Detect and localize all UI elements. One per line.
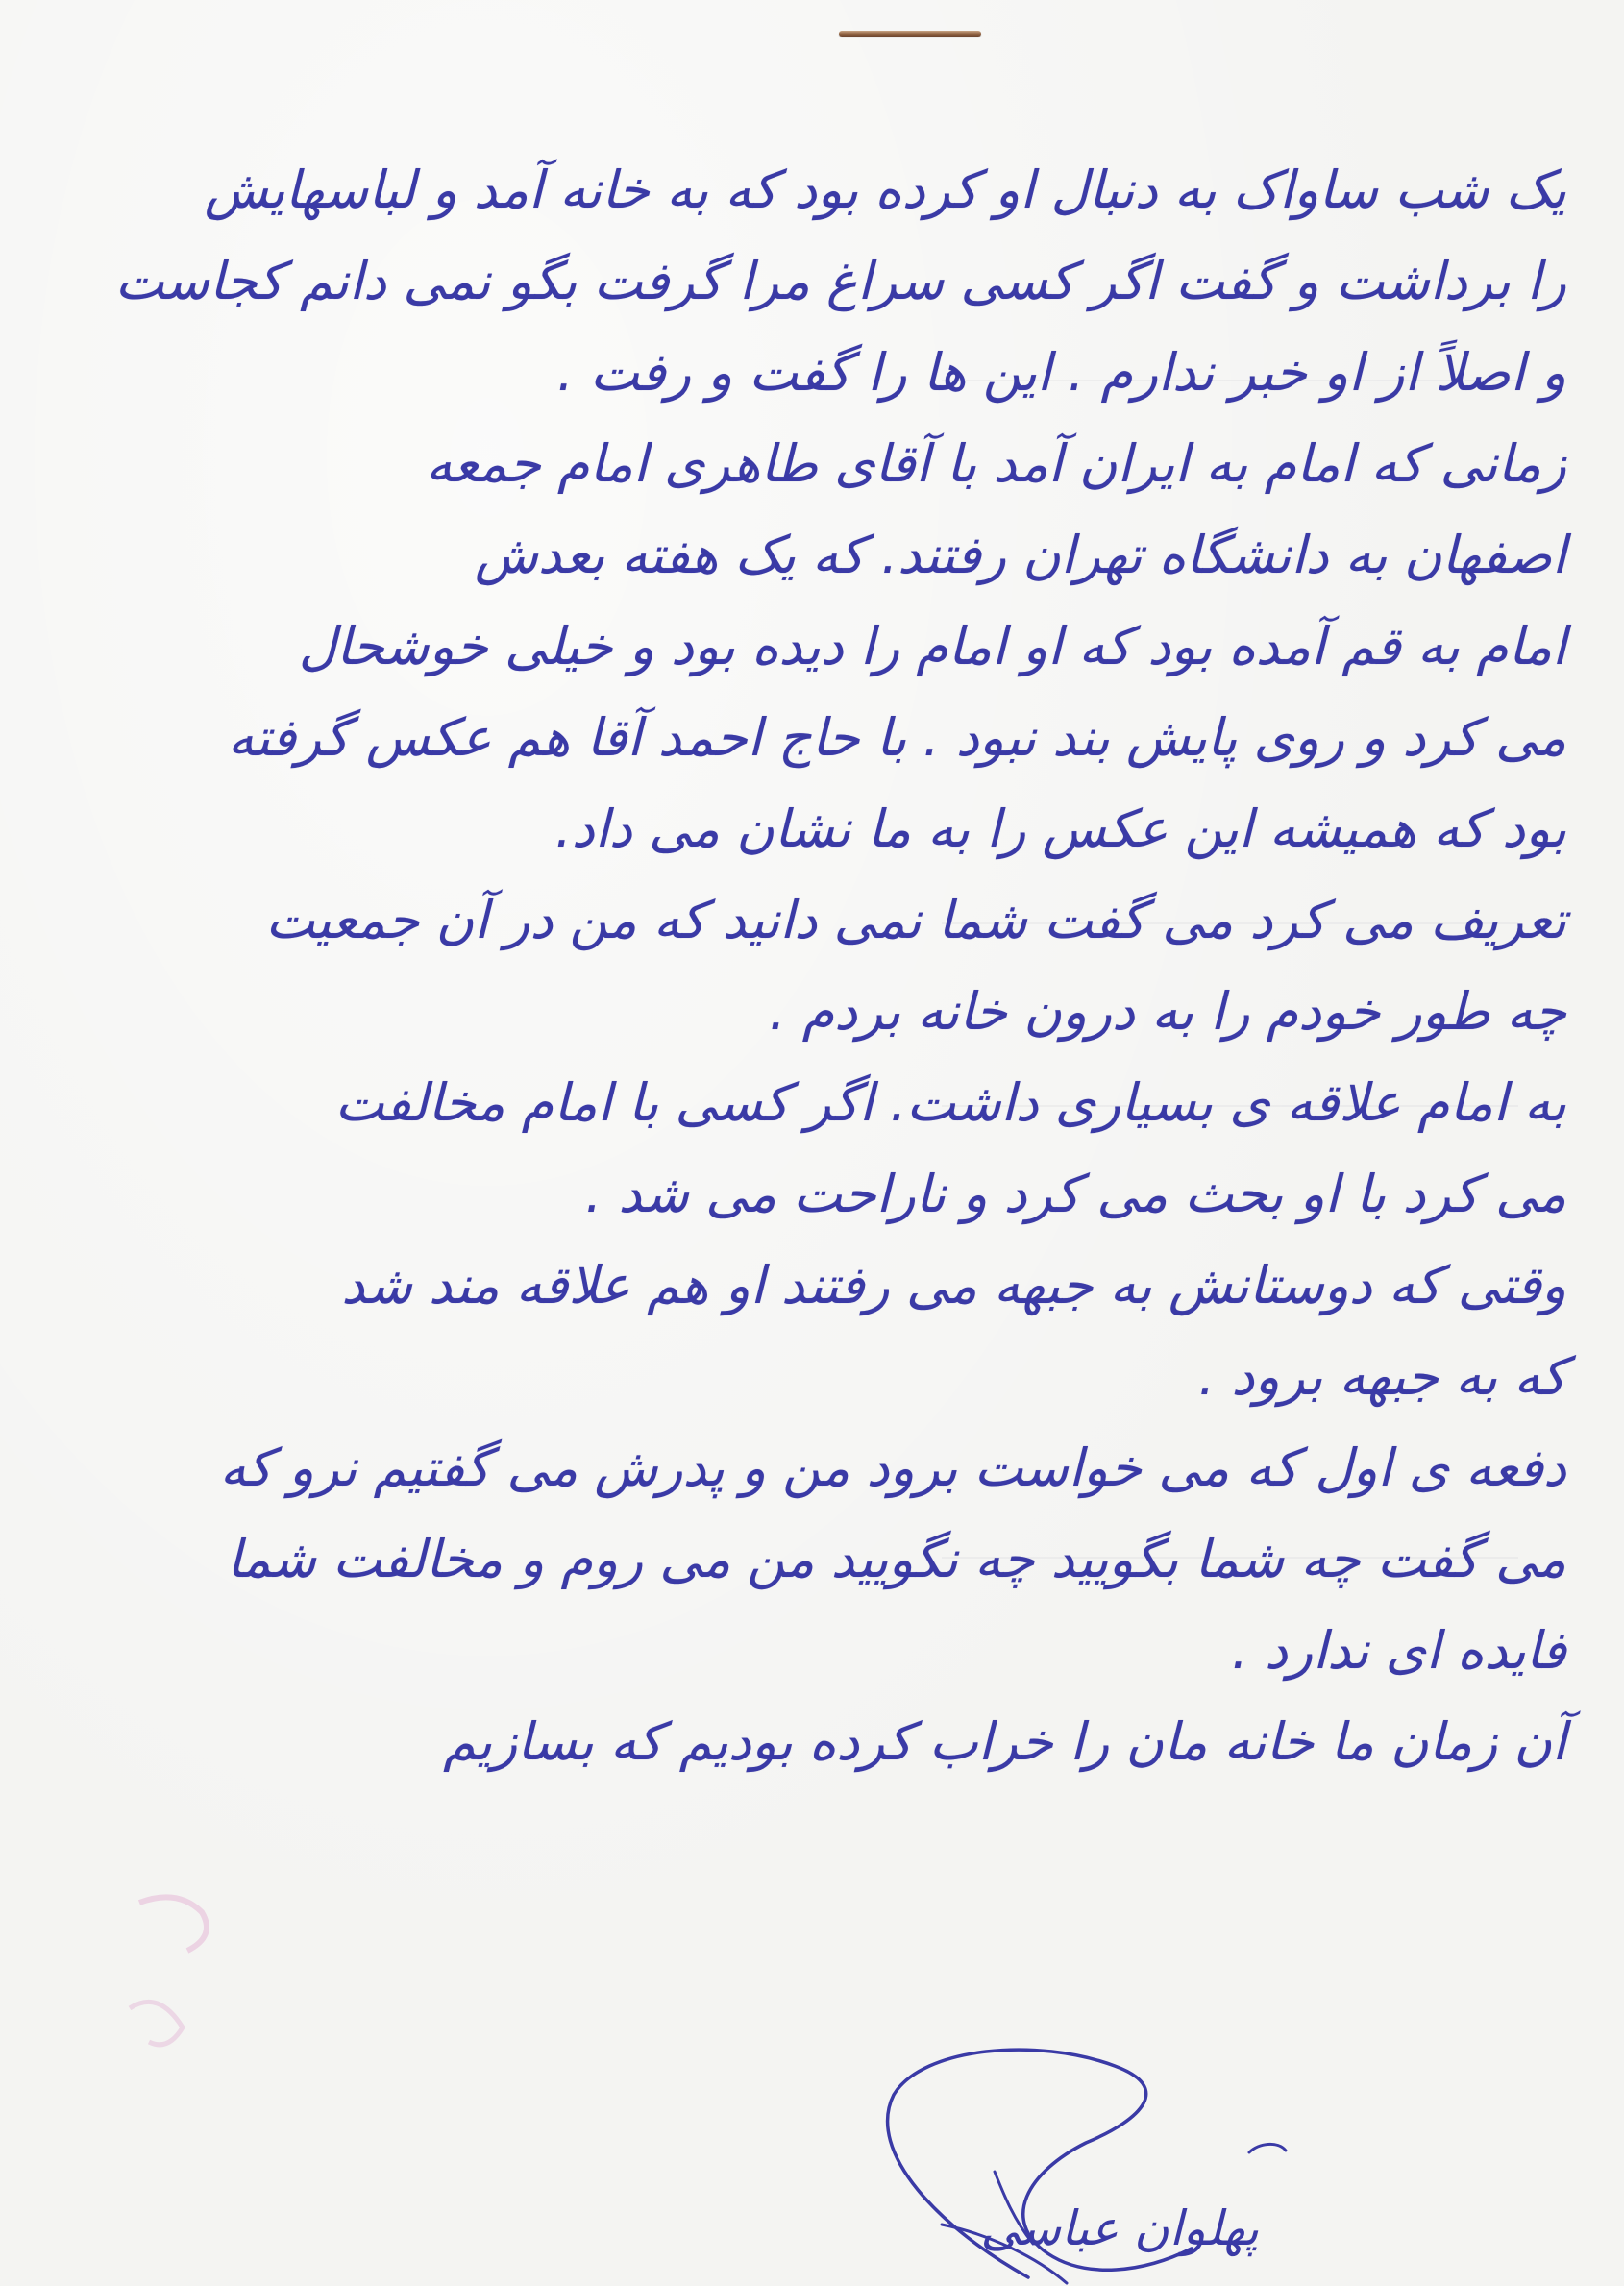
- text-line: می کرد و روی پایش بند نبود . با حاج احمد آقا هم عکس گرفته: [227, 707, 1566, 768]
- text-line: می گفت چه شما بگویید چه نگویید من می روم و مخالفت شما: [227, 1529, 1566, 1589]
- text-line: اصفهان به دانشگاه تهران رفتند. که یک هفته بعدش: [474, 525, 1566, 585]
- signature-block: [826, 2028, 1365, 2286]
- staple-mark: [839, 31, 981, 37]
- text-line: بود که همیشه این عکس را به ما نشان می داد.: [554, 799, 1566, 859]
- text-line: یک شب ساواک به دنبال او کرده بود که به خانه آمد و لباسهایش: [204, 160, 1566, 220]
- text-line: را برداشت و گفت اگر کسی سراغ مرا گرفت بگو نمی دانم کجاست: [114, 251, 1566, 311]
- text-line: تعریف می کرد می گفت شما نمی دانید که من در آن جمعیت: [265, 890, 1566, 950]
- text-line: می کرد با او بحث می کرد و ناراحت می شد .: [585, 1164, 1566, 1224]
- handwritten-text: [67, 144, 1566, 1787]
- text-line: دفعه ی اول که می خواست برود من و پدرش می گفتیم نرو که: [219, 1438, 1566, 1498]
- text-line: وقتی که دوستانش به جبهه می رفتند او هم علاقه مند شد: [341, 1255, 1566, 1315]
- text-line: که به جبهه برود .: [1198, 1346, 1566, 1407]
- text-line: و اصلاً از او خبر ندارم . این ها را گفت و رفت .: [556, 342, 1566, 403]
- text-line: فایده ای ندارد .: [1231, 1620, 1566, 1681]
- text-line: چه طور خودم را به درون خانه بردم .: [769, 981, 1566, 1042]
- text-line: به امام علاقه ی بسیاری داشت. اگر کسی با امام مخالفت: [334, 1072, 1566, 1133]
- bleed-through-mark: [111, 1883, 245, 2066]
- text-line: امام به قم آمده بود که او امام را دیده بود و خیلی خوشحال: [298, 616, 1566, 676]
- text-line: زمانی که امام به ایران آمد با آقای طاهری امام جمعه: [426, 433, 1566, 494]
- signature-name: پهلوان عباسی: [980, 2200, 1259, 2256]
- text-line: آن زمان ما خانه مان را خراب کرده بودیم که بسازیم: [443, 1711, 1566, 1772]
